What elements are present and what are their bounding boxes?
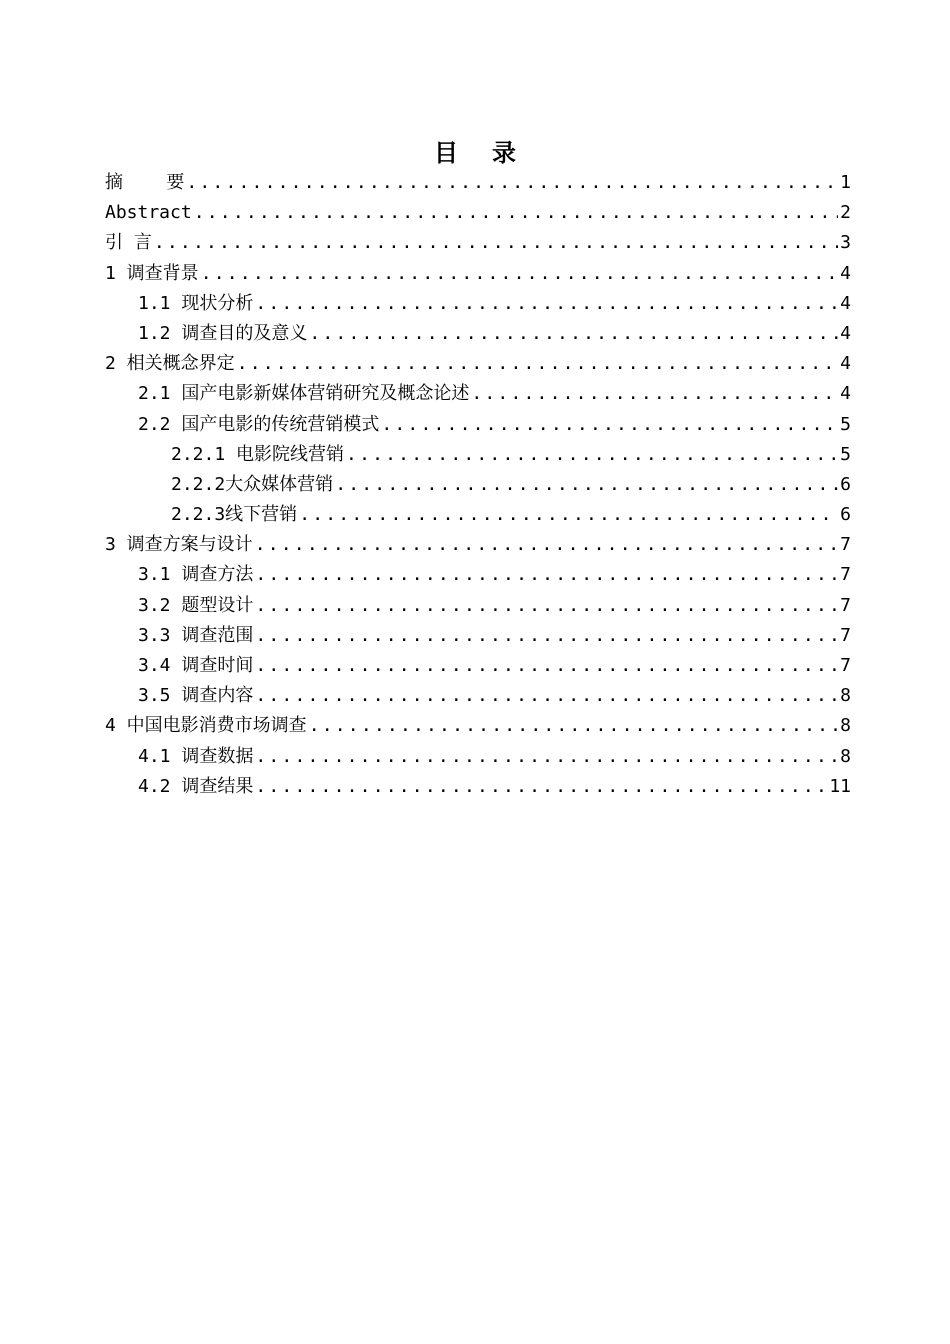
toc-title-left: 目 bbox=[434, 139, 458, 167]
toc-entry-page-number: 6 bbox=[840, 473, 851, 495]
toc-entry[interactable] bbox=[105, 349, 851, 379]
toc-entry-label: 1 调查背景 bbox=[105, 262, 199, 284]
toc-entry-label: 2.1 国产电影新媒体营销研究及概念论述 bbox=[138, 383, 470, 405]
toc-entry-leader-dots bbox=[154, 228, 838, 258]
toc-entry[interactable] bbox=[105, 319, 851, 349]
toc-entry[interactable] bbox=[105, 681, 851, 711]
toc-entry[interactable] bbox=[105, 621, 851, 651]
toc-entry-leader-dots bbox=[255, 651, 838, 681]
toc-entry[interactable] bbox=[105, 379, 851, 409]
toc-entry-label: 3.1 调查方法 bbox=[138, 564, 254, 586]
toc-entry-label: 2 相关概念界定 bbox=[105, 353, 235, 375]
toc-entry-page-number: 5 bbox=[840, 443, 851, 465]
toc-entry-label: 1.2 调查目的及意义 bbox=[138, 322, 308, 344]
toc-entry-leader-dots bbox=[309, 319, 838, 349]
toc-entry[interactable] bbox=[105, 591, 851, 621]
toc-entry-page-number: 3 bbox=[840, 232, 851, 254]
toc-entry-leader-dots bbox=[471, 379, 838, 409]
toc-entry-page-number: 7 bbox=[840, 534, 851, 556]
toc-entry-label: 摘 要 bbox=[105, 172, 185, 193]
toc-entry[interactable] bbox=[105, 198, 851, 228]
toc-entry-leader-dots bbox=[299, 500, 838, 530]
toc-entry[interactable] bbox=[105, 410, 851, 440]
toc-entry-leader-dots bbox=[255, 742, 838, 772]
toc-entry-leader-dots bbox=[381, 410, 838, 440]
toc-entry-page-number: 1 bbox=[840, 172, 851, 193]
toc-entry[interactable] bbox=[105, 742, 851, 772]
toc-entry-label: 2.2.1 电影院线营销 bbox=[171, 443, 345, 465]
toc-entry-page-number: 8 bbox=[840, 715, 851, 737]
toc-entry-leader-dots bbox=[335, 470, 838, 500]
toc-entry[interactable] bbox=[105, 440, 851, 470]
toc-entry-label: 1.1 现状分析 bbox=[138, 292, 254, 314]
toc-entry-label: 3.4 调查时间 bbox=[138, 655, 254, 676]
toc-entry-leader-dots bbox=[194, 198, 838, 228]
toc-entry-label: Abstract bbox=[105, 202, 192, 224]
toc-entry-page-number: 11 bbox=[829, 775, 851, 797]
toc-entry[interactable] bbox=[105, 228, 851, 258]
toc-entry[interactable] bbox=[105, 530, 851, 560]
toc-entry-label: 3.2 题型设计 bbox=[138, 594, 254, 616]
toc-entry-leader-dots bbox=[255, 560, 838, 590]
toc-entry[interactable] bbox=[105, 259, 851, 289]
toc-entry-leader-dots bbox=[309, 711, 838, 741]
toc-entry-page-number: 4 bbox=[840, 292, 851, 314]
toc-entry-leader-dots bbox=[255, 772, 827, 802]
toc-entry-page-number: 2 bbox=[840, 202, 851, 224]
toc-entry[interactable] bbox=[105, 168, 851, 198]
toc-title bbox=[0, 133, 950, 168]
toc-entry-page-number: 7 bbox=[840, 655, 851, 676]
toc-entry-leader-dots bbox=[255, 289, 838, 319]
toc-entry-label: 引 言 bbox=[105, 232, 152, 254]
toc-entry-label: 4 中国电影消费市场调查 bbox=[105, 715, 307, 737]
toc-entry-leader-dots bbox=[186, 168, 838, 198]
toc-entry-page-number: 7 bbox=[840, 624, 851, 646]
toc-entry[interactable] bbox=[105, 560, 851, 590]
toc-entry-page-number: 4 bbox=[840, 322, 851, 344]
toc-entry-label: 2.2 国产电影的传统营销模式 bbox=[138, 413, 380, 435]
toc-entry-page-number: 8 bbox=[840, 685, 851, 707]
toc-entry-page-number: 8 bbox=[840, 745, 851, 767]
toc-entry-page-number: 6 bbox=[840, 504, 851, 526]
toc-entry-page-number: 4 bbox=[840, 383, 851, 405]
toc-entry[interactable] bbox=[105, 772, 851, 802]
toc-entry[interactable] bbox=[105, 470, 851, 500]
toc-entry-page-number: 4 bbox=[840, 262, 851, 284]
toc-entry-leader-dots bbox=[255, 530, 838, 560]
toc-entry[interactable] bbox=[105, 651, 851, 681]
toc-entry-label: 3 调查方案与设计 bbox=[105, 534, 253, 556]
toc-entry-label: 3.5 调查内容 bbox=[138, 685, 254, 707]
toc-entry-page-number: 5 bbox=[840, 413, 851, 435]
toc-entry-label: 3.3 调查范围 bbox=[138, 624, 254, 646]
toc-entry-leader-dots bbox=[255, 621, 838, 651]
toc-entry-leader-dots bbox=[201, 259, 838, 289]
toc-list bbox=[105, 168, 851, 802]
toc-entry-page-number: 7 bbox=[840, 594, 851, 616]
toc-entry-label: 4.2 调查结果 bbox=[138, 775, 254, 797]
toc-entry-leader-dots bbox=[255, 591, 838, 621]
toc-entry[interactable] bbox=[105, 289, 851, 319]
toc-entry-label: 2.2.2大众媒体营销 bbox=[171, 473, 334, 495]
toc-entry-leader-dots bbox=[346, 440, 838, 470]
toc-entry-page-number: 4 bbox=[840, 353, 851, 375]
toc-entry-label: 2.2.3线下营销 bbox=[171, 504, 298, 526]
toc-title-right: 录 bbox=[492, 139, 516, 167]
toc-entry-page-number: 7 bbox=[840, 564, 851, 586]
toc-entry-label: 4.1 调查数据 bbox=[138, 745, 254, 767]
toc-entry[interactable] bbox=[105, 711, 851, 741]
toc-entry-leader-dots bbox=[237, 349, 838, 379]
toc-entry-leader-dots bbox=[255, 681, 838, 711]
toc-entry[interactable] bbox=[105, 500, 851, 530]
